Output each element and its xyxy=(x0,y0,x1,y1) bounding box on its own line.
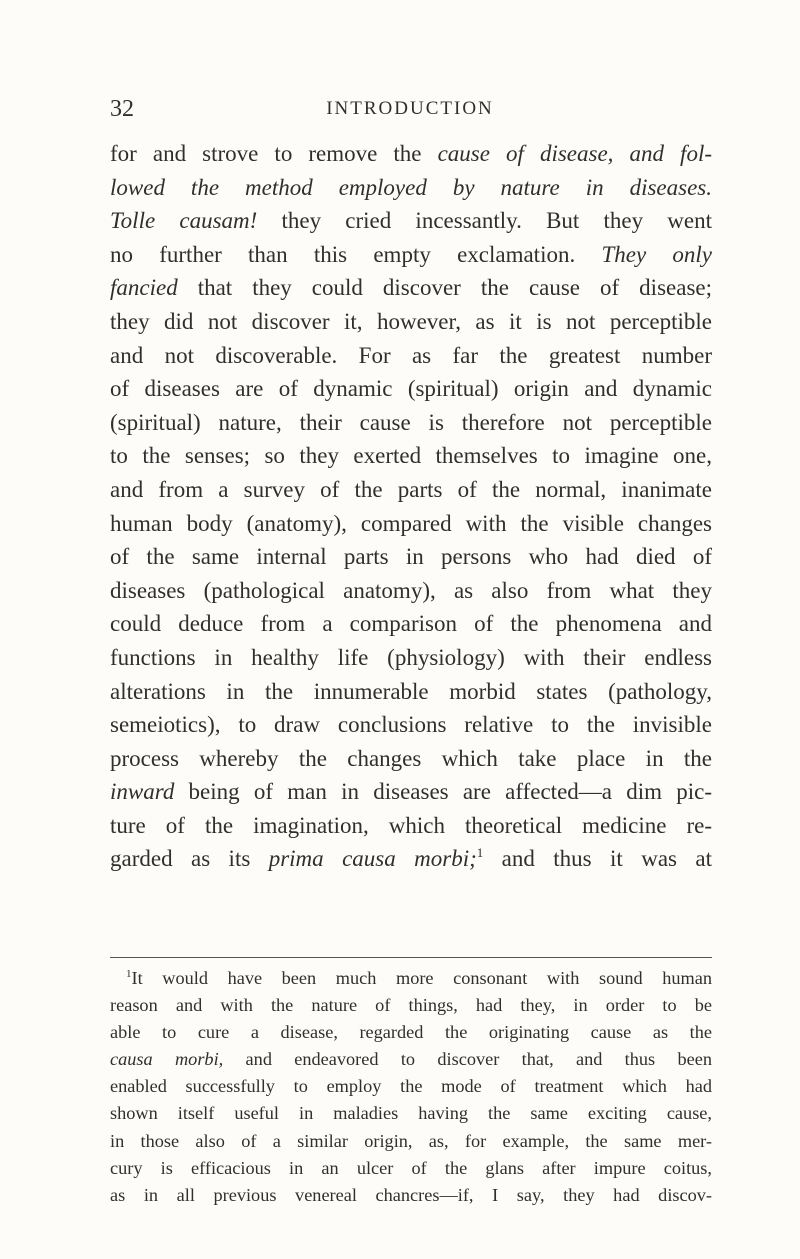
text-line xyxy=(110,708,712,742)
text-line xyxy=(110,809,712,843)
footnote-line xyxy=(110,1128,712,1155)
text-run: process whereby the changes which take place in the xyxy=(110,745,712,771)
text-run: It would have been much more consonant with sound human xyxy=(131,968,712,988)
text-run: cury is efficacious in an ulcer of the glans after impure coitus, xyxy=(110,1157,712,1178)
text-run: as in all previous venereal chancres—if, I say, they had discov- xyxy=(110,1184,712,1205)
text-run: reason and with the nature of things, had they, in order to be xyxy=(110,995,712,1016)
footnote-line xyxy=(110,1182,712,1209)
text-run: and not discoverable. For as far the greatest number xyxy=(110,342,712,368)
italic-text: They only xyxy=(601,241,712,267)
footnote-line xyxy=(110,1155,712,1182)
text-line xyxy=(110,339,712,373)
text-line xyxy=(110,171,712,205)
footnote-line xyxy=(110,1100,712,1127)
text-line xyxy=(110,137,712,171)
text-run: that they could discover the cause of disease; xyxy=(177,275,712,301)
text-line xyxy=(110,372,712,406)
footnote-marker: 1 xyxy=(476,845,484,861)
page-number: 32 xyxy=(110,96,134,122)
text-run: and endeavored to discover that, and thus been xyxy=(223,1049,712,1070)
text-line xyxy=(110,305,712,339)
text-run: for and strove to remove the xyxy=(110,141,438,166)
text-run: they cried incessantly. But they went xyxy=(257,208,712,234)
italic-text: cause of disease, and fol- xyxy=(437,141,712,166)
italic-text: lowed the method employed by nature in diseases. xyxy=(110,174,712,200)
text-line xyxy=(110,574,712,608)
footnote-line xyxy=(110,1046,712,1073)
text-run: they did not discover it, however, as it is not perceptible xyxy=(110,308,712,334)
italic-text: Tolle causam! xyxy=(110,208,258,234)
text-line xyxy=(110,473,712,507)
footnote-line xyxy=(110,965,712,992)
text-line xyxy=(110,238,712,272)
text-line xyxy=(110,507,712,541)
text-line xyxy=(110,742,712,776)
text-run: ture of the imagination, which theoretical medicine re- xyxy=(110,812,712,838)
running-head: INTRODUCTION xyxy=(326,98,494,119)
text-line xyxy=(110,775,712,809)
italic-text: prima causa morbi; xyxy=(268,846,477,872)
text-line xyxy=(110,842,712,876)
text-run: shown itself useful in maladies having the same exciting cause, xyxy=(110,1103,712,1124)
body-text xyxy=(110,137,712,876)
text-run: and thus it was at xyxy=(483,846,712,872)
text-run: alterations in the innumerable morbid states (pathology, xyxy=(110,678,712,704)
text-run: of the same internal parts in persons who had died of xyxy=(110,544,712,570)
text-run: no further than this empty exclamation. xyxy=(110,241,602,267)
italic-text: inward xyxy=(110,779,175,805)
text-run: garded as its xyxy=(110,846,269,872)
text-line xyxy=(110,406,712,440)
footnote-line xyxy=(110,1019,712,1046)
footnote-divider xyxy=(110,957,712,958)
text-run: and from a survey of the parts of the normal, inanimate xyxy=(110,476,712,502)
italic-text: fancied xyxy=(110,275,178,301)
text-run: enabled successfully to employ the mode of treatment which had xyxy=(110,1076,712,1097)
footnote-marker: 1 xyxy=(126,968,132,980)
text-run: in those also of a similar origin, as, for example, the same mer- xyxy=(110,1130,712,1151)
text-run: able to cure a disease, regarded the originating cause as the xyxy=(110,1022,712,1043)
text-run: functions in healthy life (physiology) with their endless xyxy=(110,644,712,670)
page-header xyxy=(110,96,710,126)
text-run: semeiotics), to draw conclusions relative to the invisible xyxy=(110,712,712,738)
text-line xyxy=(110,204,712,238)
italic-text: causa morbi, xyxy=(110,1049,224,1070)
text-run: diseases (pathological anatomy), as also from what they xyxy=(110,577,712,603)
text-run: of diseases are of dynamic (spiritual) origin and dynamic xyxy=(110,376,712,402)
footnote xyxy=(110,965,712,1209)
text-run: being of man in diseases are affected—a dim pic- xyxy=(174,779,712,805)
text-run: human body (anatomy), compared with the visible changes xyxy=(110,510,712,536)
text-line xyxy=(110,675,712,709)
text-line xyxy=(110,607,712,641)
text-line xyxy=(110,641,712,675)
text-line xyxy=(110,439,712,473)
footnote-line xyxy=(110,1073,712,1100)
text-run: (spiritual) nature, their cause is therefore not perceptible xyxy=(110,409,712,435)
footnote-line xyxy=(110,992,712,1019)
text-line xyxy=(110,540,712,574)
text-run: to the senses; so they exerted themselves to imagine one, xyxy=(110,443,712,469)
text-run: could deduce from a comparison of the phenomena and xyxy=(110,611,712,637)
text-line xyxy=(110,271,712,305)
